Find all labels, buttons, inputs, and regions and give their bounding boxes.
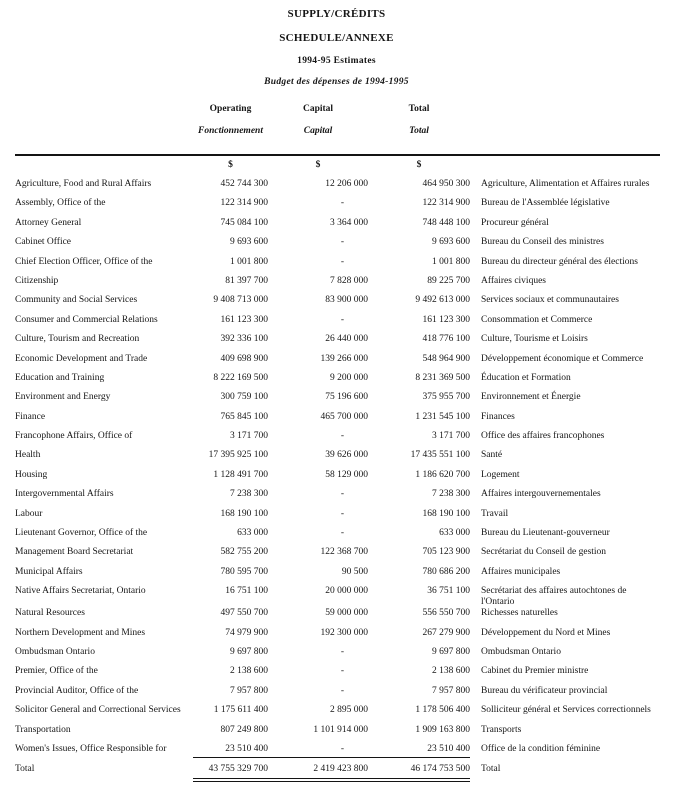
total-value: 9 693 600 [432,237,470,248]
operating-value: 168 190 100 [220,508,268,519]
ministry-name-fr: Environnement et Énergie [481,392,581,403]
capital-value: 58 129 000 [325,469,368,480]
capital-value: - [340,431,344,442]
ministry-name-fr: Secrétariat des affaires autochtones de l'Ontario [481,586,627,608]
table-row [15,628,660,647]
total-value: 556 550 700 [422,608,470,619]
capital-value: - [340,528,344,539]
ministry-name-fr: Affaires intergouvernementales [481,489,601,500]
operating-value: 9 408 713 000 [213,295,268,306]
ministry-name-en: Community and Social Services [15,295,138,306]
ministry-name-fr: Bureau du vérificateur provincial [481,685,608,696]
table-row [15,528,660,547]
operating-value: 300 759 100 [220,392,268,403]
table-row [15,608,660,627]
total-value: 1 186 620 700 [415,469,470,480]
capital-value: 2 895 000 [330,705,368,716]
capital-value: 3 364 000 [330,217,368,228]
ministry-name-en: Solicitor General and Correctional Services [15,705,181,716]
column-header-capital-en: Capital [302,104,334,114]
total-value: 1 909 163 800 [415,724,470,735]
operating-value: 7 238 300 [230,489,268,500]
table-row [15,744,660,763]
capital-value: - [340,237,344,248]
ministry-name-fr: Solliciteur général et Services correctionnels [481,705,651,716]
operating-value: 8 222 169 500 [213,372,268,383]
ministry-name-fr: Santé [481,450,503,461]
ministry-name-fr: Consommation et Commerce [481,314,593,325]
ministry-name-en: Women's Issues, Office Responsible for [15,743,167,754]
operating-value: 807 249 800 [220,724,268,735]
total-value: 161 123 300 [422,314,470,325]
ministry-name-en: Chief Election Officer, Office of the [15,256,153,267]
capital-value: 7 828 000 [330,275,368,286]
total-value: 36 751 100 [427,586,470,597]
ministry-name-fr: Travail [481,508,509,519]
ministry-name-en: Environment and Energy [15,392,111,403]
capital-value: - [340,256,344,267]
ministry-name-fr: Développement du Nord et Mines [481,627,611,638]
total-value: 9 697 800 [432,646,470,657]
currency-symbol-total: $ [416,160,422,170]
operating-value: 2 138 600 [230,666,268,677]
ministry-name-en: Labour [15,508,43,519]
total-value: 748 448 100 [422,217,470,228]
total-capital-value: 2 419 423 800 [268,764,368,782]
ministry-name-en: Premier, Office of the [15,666,98,677]
total-value: 168 190 100 [422,508,470,519]
ministry-name-fr: Bureau de l'Assemblée législative [481,198,610,209]
ministry-name-en: Management Board Secretariat [15,547,134,558]
operating-value: 745 084 100 [220,217,268,228]
operating-value: 452 744 300 [220,179,268,189]
ministry-name-en: Culture, Tourism and Recreation [15,334,140,345]
ministry-name-en: Citizenship [15,275,59,286]
total-label-en: Total [15,764,35,775]
column-headers [15,104,660,148]
doc-subtitle-budget-fr: Budget des dépenses de 1994-1995 [264,77,409,87]
title-block [0,8,673,87]
total-value: 548 964 900 [422,353,470,364]
ministry-name-fr: Cabinet du Premier ministre [481,666,589,677]
ministry-name-fr: Transports [481,724,522,735]
table-row [15,489,660,508]
table-row [15,315,660,334]
ministry-name-en: Consumer and Commercial Relations [15,314,158,325]
table-row [15,237,660,256]
total-value: 375 955 700 [422,392,470,403]
table-row [15,257,660,276]
total-value: 2 138 600 [432,666,470,677]
total-value: 23 510 400 [368,744,470,758]
ministry-name-en: Assembly, Office of the [15,198,106,209]
ministry-name-en: Education and Training [15,372,105,383]
table-row [15,470,660,489]
ministry-name-fr: Office de la condition féminine [481,743,601,754]
capital-value: - [340,685,344,696]
table-row [15,509,660,528]
operating-value: 1 175 611 400 [213,705,268,716]
capital-value: - [340,198,344,209]
capital-value: 192 300 000 [320,627,368,638]
table-row [15,218,660,237]
total-value: 1 231 545 100 [415,411,470,422]
table-row [15,412,660,431]
ministry-name-fr: Bureau du Lieutenant-gouverneur [481,528,610,539]
ministry-name-fr: Office des affaires francophones [481,431,605,442]
operating-value: 497 550 700 [220,608,268,619]
total-value: 122 314 900 [422,198,470,209]
ministry-name-en: Health [15,450,41,461]
ministry-name-en: Transportation [15,724,71,735]
ministry-name-en: Attorney General [15,217,82,228]
ministry-name-fr: Agriculture, Alimentation et Affaires rurales [481,179,650,189]
total-value: 89 225 700 [427,275,470,286]
table-row [15,725,660,744]
ministry-name-en: Northern Development and Mines [15,627,146,638]
capital-value: - [340,489,344,500]
total-value: 7 957 800 [432,685,470,696]
total-value: 9 492 613 000 [415,295,470,306]
table-row [15,666,660,685]
total-value: 17 435 551 100 [410,450,470,461]
operating-value: 582 755 200 [220,547,268,558]
operating-value: 409 698 900 [220,353,268,364]
table-total-row [15,764,660,785]
ministry-name-fr: Éducation et Formation [481,372,571,383]
ministry-name-en: Agriculture, Food and Rural Affairs [15,179,152,189]
operating-value: 633 000 [237,528,268,539]
operating-value: 765 845 100 [220,411,268,422]
capital-value: - [340,666,344,677]
ministry-table [15,179,660,785]
column-header-total-fr: Total [409,126,429,136]
ministry-name-fr: Secrétariat du Conseil de gestion [481,547,607,558]
total-label-fr: Total [481,764,501,775]
ministry-name-en: Natural Resources [15,608,85,619]
ministry-name-fr: Affaires civiques [481,275,546,286]
operating-value: 9 697 800 [230,646,268,657]
total-value: 7 238 300 [432,489,470,500]
capital-value: 90 500 [341,566,368,577]
doc-subtitle-estimates: 1994-95 Estimates [297,56,376,66]
operating-value: 161 123 300 [220,314,268,325]
ministry-name-fr: Bureau du directeur général des élections [481,256,638,267]
capital-value: 26 440 000 [325,334,368,345]
table-row [15,354,660,373]
total-value: 780 686 200 [422,566,470,577]
capital-value: 39 626 000 [325,450,368,461]
total-value: 464 950 300 [422,179,470,189]
total-value: 633 000 [439,528,470,539]
total-total-value: 46 174 753 500 [368,764,470,782]
ministry-name-fr: Bureau du Conseil des ministres [481,237,604,248]
ministry-name-fr: Développement économique et Commerce [481,353,644,364]
table-row [15,450,660,469]
total-value: 3 171 700 [432,431,470,442]
capital-value: 12 206 000 [325,179,368,189]
ministry-name-en: Finance [15,411,46,422]
table-row [15,295,660,314]
operating-value: 1 001 800 [230,256,268,267]
doc-title-schedule-annexe: SCHEDULE/ANNEXE [279,32,394,44]
capital-value: 1 101 914 000 [313,724,368,735]
capital-value: 83 900 000 [325,295,368,306]
ministry-name-fr: Affaires municipales [481,566,561,577]
ministry-name-fr: Culture, Tourisme et Loisirs [481,334,588,345]
capital-value: - [340,646,344,657]
capital-value: - [268,744,368,758]
operating-value: 780 595 700 [220,566,268,577]
capital-value: 20 000 000 [325,586,368,597]
column-header-operating-en: Operating [209,104,252,114]
capital-value: 139 266 000 [320,353,368,364]
ministry-name-fr: Ombudsman Ontario [481,646,561,657]
total-operating-value: 43 755 329 700 [193,764,268,782]
operating-value: 74 979 900 [225,627,268,638]
table-row [15,647,660,666]
table-row [15,179,660,198]
ministry-name-en: Lieutenant Governor, Office of the [15,528,148,539]
operating-value: 122 314 900 [220,198,268,209]
table-row [15,334,660,353]
table-row [15,431,660,450]
ministry-name-fr: Logement [481,469,520,480]
currency-symbol-operating: $ [228,160,233,170]
ministry-name-en: Native Affairs Secretariat, Ontario [15,586,146,597]
table-row [15,586,660,608]
ministry-name-en: Francophone Affairs, Office of [15,431,133,442]
currency-symbol-capital: $ [315,160,321,170]
operating-value: 16 751 100 [225,586,268,597]
total-value: 1 178 506 400 [415,705,470,716]
operating-value: 392 336 100 [220,334,268,345]
capital-value: - [340,314,344,325]
ministry-name-fr: Services sociaux et communautaires [481,295,619,306]
ministry-name-en: Provincial Auditor, Office of the [15,685,139,696]
operating-value: 9 693 600 [230,237,268,248]
ministry-name-en: Economic Development and Trade [15,353,148,364]
operating-value: 7 957 800 [230,685,268,696]
currency-row [15,160,660,170]
doc-title-supply-credits: SUPPLY/CRÉDITS [287,8,386,20]
column-header-operating-fr: Fonctionnement [198,126,263,136]
ministry-name-fr: Procureur général [481,217,549,228]
operating-value: 81 397 700 [225,275,268,286]
header-rule [15,154,660,156]
ministry-name-en: Cabinet Office [15,237,72,248]
ministry-name-fr: Richesses naturelles [481,608,558,619]
table-row [15,373,660,392]
capital-value: 59 000 000 [325,608,368,619]
operating-value: 1 128 491 700 [213,469,268,480]
table-row [15,392,660,411]
capital-value: - [340,508,344,519]
capital-value: 75 196 600 [325,392,368,403]
operating-value: 23 510 400 [193,744,268,758]
ministry-name-en: Housing [15,469,48,480]
total-value: 267 279 900 [422,627,470,638]
ministry-name-en: Intergovernmental Affairs [15,489,114,500]
ministry-name-fr: Finances [481,411,515,422]
capital-value: 122 368 700 [320,547,368,558]
column-header-total-en: Total [408,104,430,114]
table-row [15,567,660,586]
column-header-capital-fr: Capital [303,126,333,136]
total-value: 8 231 369 500 [415,372,470,383]
operating-value: 17 395 925 100 [208,450,268,461]
capital-value: 465 700 000 [320,411,368,422]
operating-value: 3 171 700 [230,431,268,442]
table-row [15,198,660,217]
table-row [15,705,660,724]
total-value: 705 123 900 [422,547,470,558]
capital-value: 9 200 000 [330,372,368,383]
total-value: 418 776 100 [422,334,470,345]
table-row [15,547,660,566]
ministry-name-en: Ombudsman Ontario [15,646,95,657]
table-row [15,276,660,295]
ministry-name-en: Municipal Affairs [15,566,83,577]
total-value: 1 001 800 [432,256,470,267]
table-row [15,686,660,705]
